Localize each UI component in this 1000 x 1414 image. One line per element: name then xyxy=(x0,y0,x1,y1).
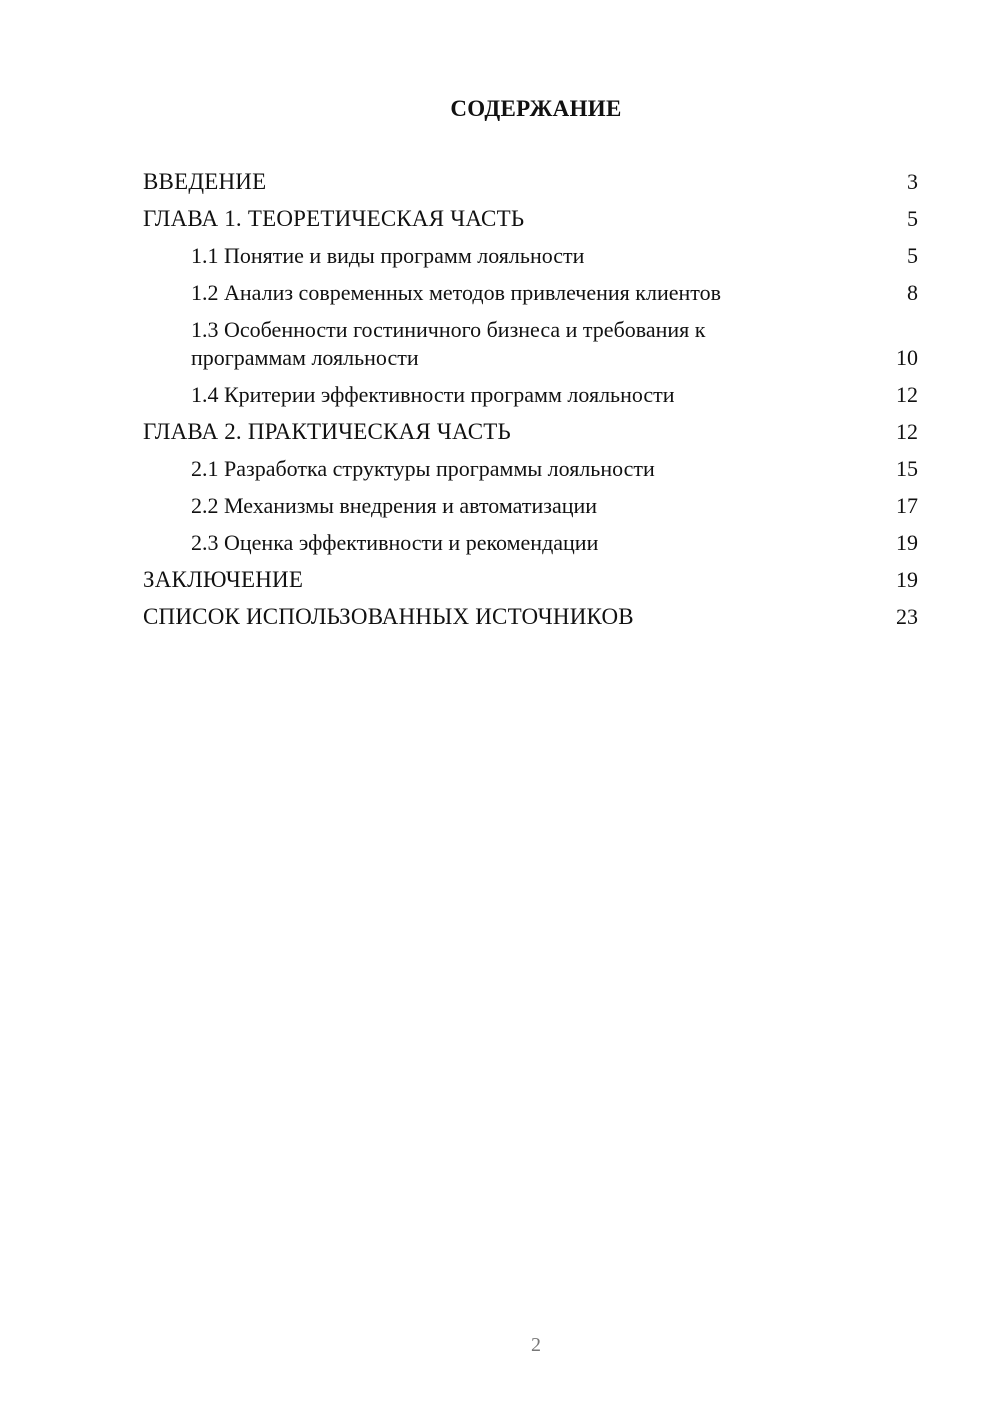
toc-entry-chapter-1[interactable] xyxy=(143,205,918,233)
toc-entry-section-1-1[interactable] xyxy=(143,242,918,270)
toc-entry-page: 12 xyxy=(896,382,918,407)
page-number: 2 xyxy=(531,1334,541,1356)
toc-entry-title: 2.2 Механизмы внедрения и автоматизации xyxy=(191,493,598,518)
toc-entry-section-2-2[interactable] xyxy=(143,492,918,520)
toc-entry-page: 5 xyxy=(907,206,918,231)
toc-entry-page: 15 xyxy=(896,456,918,481)
toc-entry-page: 12 xyxy=(896,419,918,444)
toc-entry-title: 1.3 Особенности гостиничного бизнеса и требования к программам лояльности xyxy=(191,317,706,370)
toc-entry-section-2-3[interactable] xyxy=(143,529,918,557)
toc-entry-page: 17 xyxy=(896,493,918,518)
toc-entry-title: ЗАКЛЮЧЕНИЕ xyxy=(143,567,304,592)
toc-entry-introduction[interactable] xyxy=(143,168,918,196)
toc-entry-title: ГЛАВА 2. ПРАКТИЧЕСКАЯ ЧАСТЬ xyxy=(143,419,511,444)
toc-entry-title: ВВЕДЕНИЕ xyxy=(143,169,267,194)
toc-entry-references[interactable] xyxy=(143,603,918,631)
toc-entry-section-2-1[interactable] xyxy=(143,455,918,483)
toc-entry-page: 10 xyxy=(896,345,918,370)
toc-entry-title: ГЛАВА 1. ТЕОРЕТИЧЕСКАЯ ЧАСТЬ xyxy=(143,206,525,231)
table-of-contents xyxy=(143,168,918,640)
toc-entry-page: 23 xyxy=(896,604,918,629)
toc-entry-page: 5 xyxy=(907,243,918,268)
toc-entry-title: 1.2 Анализ современных методов привлечения клиентов xyxy=(191,280,721,305)
toc-entry-page: 3 xyxy=(907,169,918,194)
toc-entry-title: 2.3 Оценка эффективности и рекомендации xyxy=(191,530,599,555)
toc-entry-section-1-3[interactable] xyxy=(143,316,918,372)
toc-entry-page: 19 xyxy=(896,530,918,555)
toc-entry-title: СПИСОК ИСПОЛЬЗОВАННЫХ ИСТОЧНИКОВ xyxy=(143,604,634,629)
toc-entry-title: 1.1 Понятие и виды программ лояльности xyxy=(191,243,585,268)
toc-entry-section-1-2[interactable] xyxy=(143,279,918,307)
toc-entry-section-1-4[interactable] xyxy=(143,381,918,409)
toc-entry-chapter-2[interactable] xyxy=(143,418,918,446)
toc-entry-page: 19 xyxy=(896,567,918,592)
toc-entry-title: 1.4 Критерии эффективности программ лояльности xyxy=(191,382,675,407)
toc-entry-conclusion[interactable] xyxy=(143,566,918,594)
toc-entry-title: 2.1 Разработка структуры программы лояльности xyxy=(191,456,655,481)
page-title: СОДЕРЖАНИЕ xyxy=(450,96,622,121)
toc-entry-page: 8 xyxy=(907,280,918,305)
